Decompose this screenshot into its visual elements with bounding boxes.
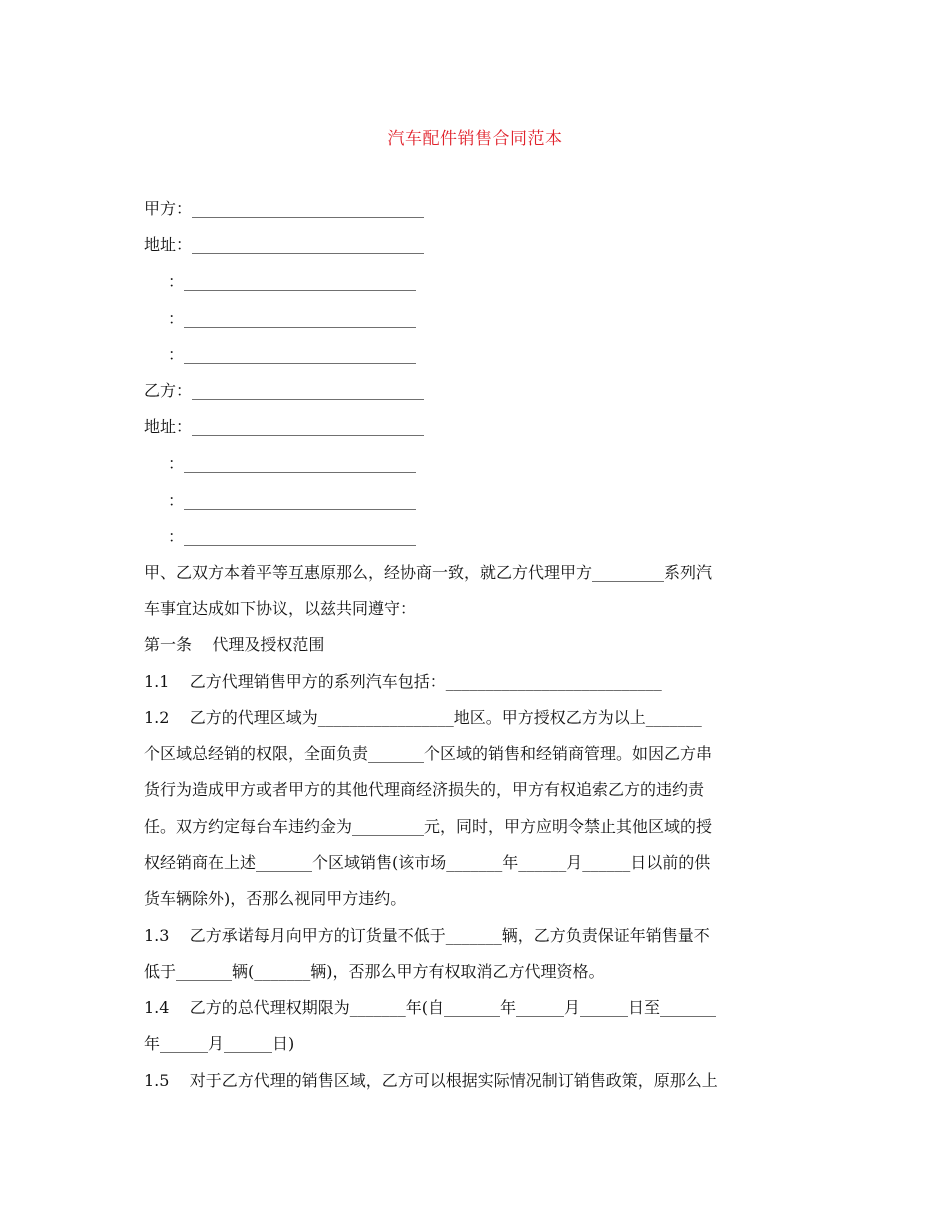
- clause-1-1: 1.1 乙方代理销售甲方的系列汽车包括：___________________________: [144, 672, 662, 691]
- document-title: 汽车配件销售合同范本: [387, 129, 563, 149]
- clause-1-3-line-1: 1.3 乙方承诺每月向甲方的订货量不低于_______辆，乙方负责保证年销售量不: [144, 926, 710, 945]
- clause-1-2-line-1: 1.2 乙方的代理区域为_________________地区。甲方授权乙方为以上_______: [144, 708, 702, 727]
- clause-1-5-line-1: 1.5 对于乙方代理的销售区域，乙方可以根据实际情况制订销售政策，原那么上: [144, 1071, 718, 1090]
- clause-1-2-line-6: 货车辆除外)，否那么视同甲方违约。: [144, 889, 407, 908]
- party-a-line: 甲方：_____________________________: [144, 199, 425, 218]
- party-a-field-3: ：_____________________________: [168, 345, 417, 364]
- party-b-field-2: ：_____________________________: [168, 491, 417, 510]
- clause-1-3-line-2: 低于_______辆(_______辆)，否那么甲方有权取消乙方代理资格。: [144, 962, 605, 981]
- party-b-address-line: 地址：_____________________________: [144, 417, 425, 436]
- clause-1-2-line-5: 权经销商在上述_______个区域销售(该市场_______年______月______日以前的供: [144, 853, 711, 872]
- party-b-field-1: ：_____________________________: [168, 454, 417, 473]
- party-b-field-3: ：_____________________________: [168, 527, 417, 546]
- preamble-line-1: 甲、乙双方本着平等互惠原那么，经协商一致，就乙方代理甲方_________系列汽: [144, 563, 713, 582]
- party-a-field-1: ：_____________________________: [168, 272, 417, 291]
- clause-1-4-line-1: 1.4 乙方的总代理权期限为_______年(自_______年______月______日至_______: [144, 998, 717, 1017]
- party-a-field-2: ：_____________________________: [168, 309, 417, 328]
- clause-1-4-line-2: 年______月______日): [144, 1034, 295, 1053]
- clause-1-2-line-2: 个区域总经销的权限，全面负责_______个区域的销售和经销商管理。如因乙方串: [144, 744, 713, 763]
- party-b-line: 乙方：_____________________________: [144, 381, 425, 400]
- article-1-heading: 第一条 代理及授权范围: [144, 635, 325, 654]
- party-a-address-line: 地址：_____________________________: [144, 235, 425, 254]
- clause-1-2-line-3: 货行为造成甲方或者甲方的其他代理商经济损失的，甲方有权追索乙方的违约责: [144, 780, 705, 799]
- clause-1-2-line-4: 任。双方约定每台车违约金为_________元，同时，甲方应明令禁止其他区域的授: [144, 817, 713, 836]
- preamble-line-2: 车事宜达成如下协议，以兹共同遵守：: [144, 599, 417, 618]
